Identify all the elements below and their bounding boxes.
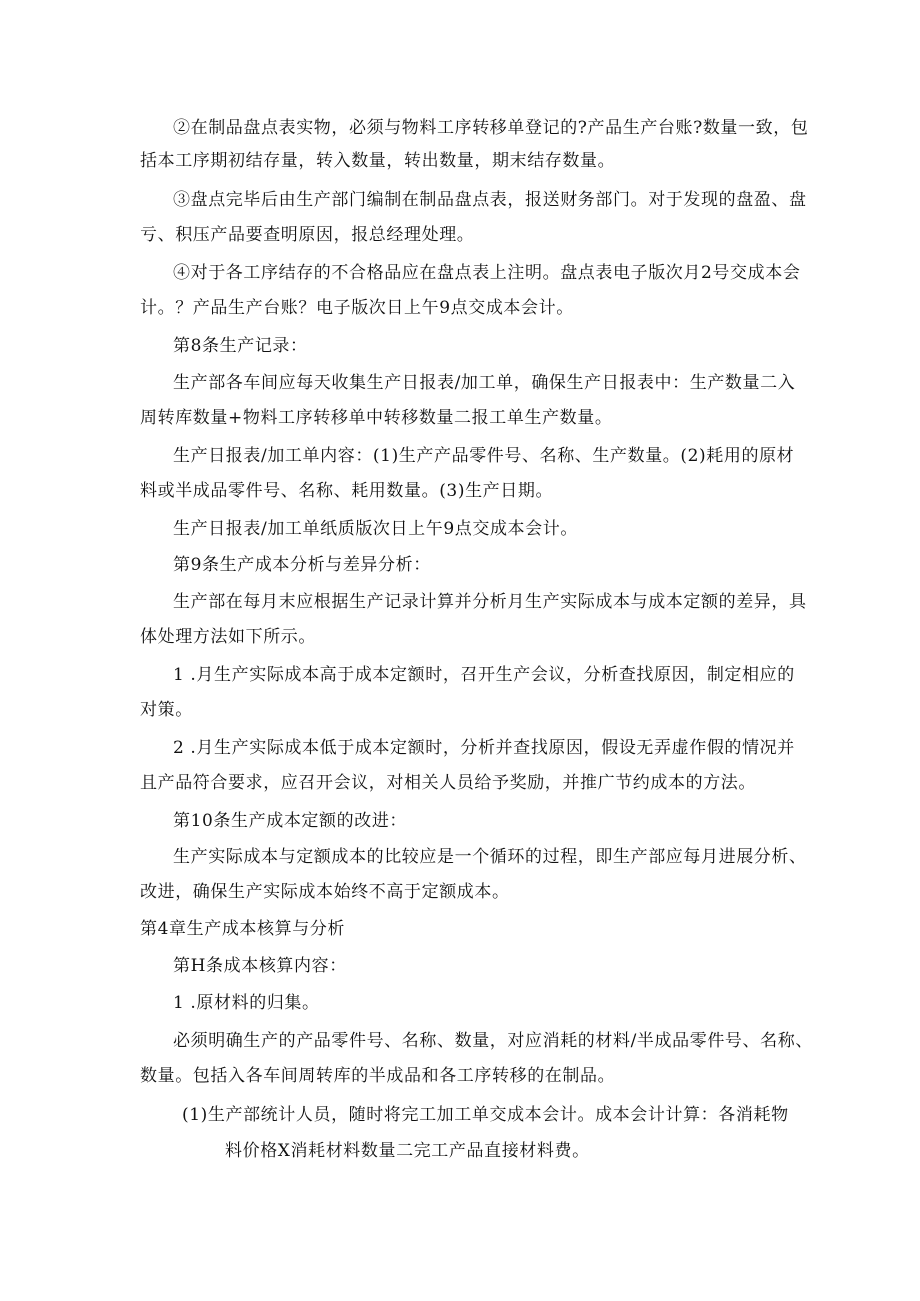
- text-line: 且产品符合要求，应召开会议，对相关人员给予奖励，并推广节约成本的方法。: [140, 773, 756, 793]
- text-line: 2 .月生产实际成本低于成本定额时，分析并查找原因，假设无弄虚作假的情况并: [173, 738, 795, 758]
- section-heading: 第8条生产记录：: [173, 336, 308, 356]
- text-line: 生产实际成本与定额成本的比较应是一个循环的过程，即生产部应每月进展分析、: [173, 847, 807, 867]
- text-line: 周转库数量+物料工序转移单中转移数量二报工单生产数量。: [140, 408, 613, 428]
- text-line: 改进，确保生产实际成本始终不高于定额成本。: [140, 882, 510, 902]
- text-line: 体处理方法如下所示。: [140, 627, 316, 647]
- text-line: 生产日报表/加工单内容：(1)生产产品零件号、名称、生产数量。(2)耗用的原材: [173, 446, 795, 466]
- text-line: 料价格X消耗材料数量二完工产品直接材料费。: [225, 1141, 590, 1161]
- text-line: ②在制品盘点表实物，必须与物料工序转移单登记的?产品生产台账?数量一致，包: [173, 118, 809, 138]
- text-line: (1)生产部统计人员，随时将完工加工单交成本会计。成本会计计算：各消耗物: [182, 1105, 789, 1125]
- text-line: 数量。包括入各车间周转库的半成品和各工序转移的在制品。: [140, 1066, 616, 1086]
- section-heading: 第H条成本核算内容：: [173, 956, 347, 976]
- chapter-heading: 第4章生产成本核算与分析: [140, 919, 346, 939]
- text-line: 对策。: [140, 700, 193, 720]
- text-line: ④对于各工序结存的不合格品应在盘点表上注明。盘点表电子版次月2号交成本会: [173, 263, 801, 283]
- text-line: 括本工序期初结存量，转入数量，转出数量，期末结存数量。: [140, 151, 616, 171]
- text-line: 计。？产品生产台账？电子版次日上午9点交成本会计。: [140, 298, 574, 318]
- text-line: 1 .原材料的归集。: [173, 993, 320, 1013]
- section-heading: 第10条生产成本定额的改进：: [173, 811, 408, 831]
- section-heading: 第9条生产成本分析与差异分析：: [173, 555, 431, 575]
- text-line: 亏、积压产品要查明原因，报总经理处理。: [140, 225, 475, 245]
- text-line: 料或半成品零件号、名称、耗用数量。(3)生产日期。: [140, 481, 554, 501]
- text-line: 生产部在每月末应根据生产记录计算并分析月生产实际成本与成本定额的差异，具: [173, 592, 807, 612]
- text-line: 1 .月生产实际成本高于成本定额时，召开生产会议，分析查找原因，制定相应的: [173, 665, 795, 685]
- text-line: ③盘点完毕后由生产部门编制在制品盘点表，报送财务部门。对于发现的盘盈、盘: [173, 190, 807, 210]
- text-line: 生产日报表/加工单纸质版次日上午9点交成本会计。: [173, 519, 578, 539]
- text-line: 生产部各车间应每天收集生产日报表/加工单，确保生产日报表中：生产数量二入: [173, 373, 796, 393]
- text-line: 必须明确生产的产品零件号、名称、数量，对应消耗的材料/半成品零件号、名称、: [173, 1031, 813, 1051]
